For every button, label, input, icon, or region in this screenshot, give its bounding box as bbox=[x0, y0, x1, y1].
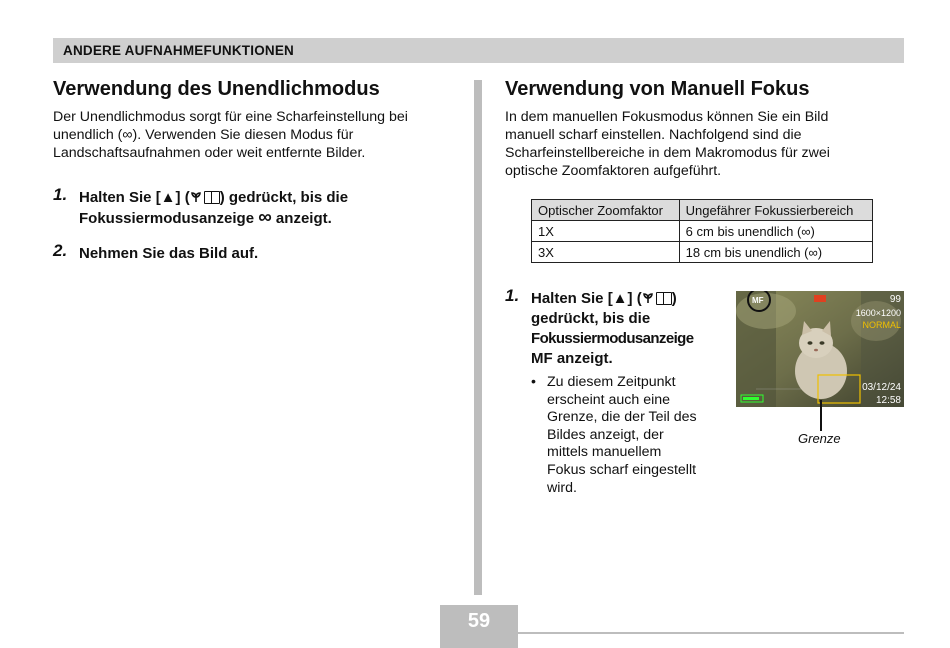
mf-indicator: MF bbox=[752, 296, 764, 305]
left-intro-line: Der Unendlichmodus sorgt für eine Scharfeinstellung bei bbox=[53, 109, 408, 125]
caption-leader-line bbox=[820, 400, 822, 431]
table-row bbox=[532, 221, 873, 242]
bullet-line: erscheint auch eine bbox=[547, 391, 671, 408]
left-intro-line: unendlich (∞). Verwenden Sie diesen Modus für bbox=[53, 127, 354, 143]
table-cell: 6 cm bis unendlich (∞) bbox=[679, 221, 872, 242]
macro-flower-icon bbox=[642, 292, 654, 304]
table-cell: 1X bbox=[532, 221, 680, 242]
table-cell: 3X bbox=[532, 242, 680, 263]
right-heading: Verwendung von Manuell Fokus bbox=[505, 78, 810, 100]
macro-flower-icon bbox=[190, 191, 202, 203]
right-intro-line: manuell scharf einstellen. Nachfolgend sind die bbox=[505, 127, 802, 143]
step-number: 1. bbox=[53, 185, 68, 204]
bullet-line: Fokus scharf eingestellt bbox=[547, 461, 697, 478]
table-header-cell: Ungefährer Fokussierbereich bbox=[679, 200, 872, 221]
step-text bbox=[531, 289, 693, 369]
right-intro-line: Scharfeinstellbereiche in dem Makromodus für zwei bbox=[505, 145, 830, 161]
section-header-bar bbox=[53, 38, 904, 63]
photo-caption: Grenze bbox=[798, 431, 841, 446]
bullet-line: Bildes anzeigt, der bbox=[547, 426, 664, 443]
footer-rule bbox=[518, 632, 904, 634]
table-row bbox=[532, 242, 873, 263]
quality-indicator: NORMAL bbox=[862, 320, 901, 330]
book-icon bbox=[204, 191, 220, 204]
step-text-part: MF anzeigt. bbox=[531, 350, 613, 367]
right-intro-line: optische Zoomfaktoren aufgeführt. bbox=[505, 163, 722, 179]
step-text-part: Halten Sie [▲] ( bbox=[79, 189, 190, 206]
date-indicator: 03/12/24 bbox=[862, 382, 901, 393]
page-number: 59 bbox=[467, 610, 491, 632]
resolution-indicator: 1600×1200 bbox=[855, 308, 901, 318]
step-number: 1. bbox=[505, 286, 520, 305]
step-number: 2. bbox=[53, 241, 68, 260]
left-intro-line: Landschaftsaufnahmen oder weit entfernte Bilder. bbox=[53, 145, 366, 161]
step-text: Nehmen Sie das Bild auf. bbox=[79, 245, 259, 262]
camera-display-photo bbox=[736, 291, 904, 407]
right-intro bbox=[505, 108, 905, 180]
step-text-part: gedrückt, bis die bbox=[531, 310, 651, 327]
focus-range-table bbox=[531, 199, 873, 263]
table-header-cell: Optischer Zoomfaktor bbox=[532, 200, 680, 221]
step-text-part: anzeigt. bbox=[271, 210, 332, 227]
cat-photo-illustration bbox=[736, 291, 904, 407]
step-text-part: Fokussiermodusanzeige bbox=[531, 330, 694, 347]
page-number-box bbox=[440, 605, 518, 648]
bullet-text bbox=[547, 374, 722, 497]
step-text-part: Fokussiermodusanzeige bbox=[79, 210, 259, 227]
book-icon bbox=[656, 292, 672, 305]
left-heading: Verwendung des Unendlichmodus bbox=[53, 78, 380, 100]
bullet-line: Grenze, die der Teil des bbox=[547, 409, 697, 426]
shots-remaining: 99 bbox=[889, 294, 901, 305]
infinity-icon: ∞ bbox=[258, 207, 272, 228]
step-text-part: ) bbox=[671, 290, 677, 307]
step-text bbox=[79, 188, 348, 229]
bullet-line: Zu diesem Zeitpunkt bbox=[547, 374, 676, 390]
step-text-part: ) gedrückt, bis die bbox=[219, 189, 349, 206]
left-intro bbox=[53, 108, 453, 162]
step-text-part: Halten Sie [▲] ( bbox=[531, 290, 642, 307]
bullet-line: mittels manuellem bbox=[547, 444, 662, 461]
column-divider bbox=[474, 80, 482, 595]
time-indicator: 12:58 bbox=[875, 395, 901, 406]
bullet-symbol: • bbox=[531, 374, 536, 390]
section-header-title: ANDERE AUFNAHMEFUNKTIONEN bbox=[63, 43, 294, 58]
table-cell: 18 cm bis unendlich (∞) bbox=[679, 242, 872, 263]
bullet-line: wird. bbox=[547, 479, 577, 496]
right-intro-line: In dem manuellen Fokusmodus können Sie ein Bild bbox=[505, 109, 829, 125]
table-header-row bbox=[532, 200, 873, 221]
